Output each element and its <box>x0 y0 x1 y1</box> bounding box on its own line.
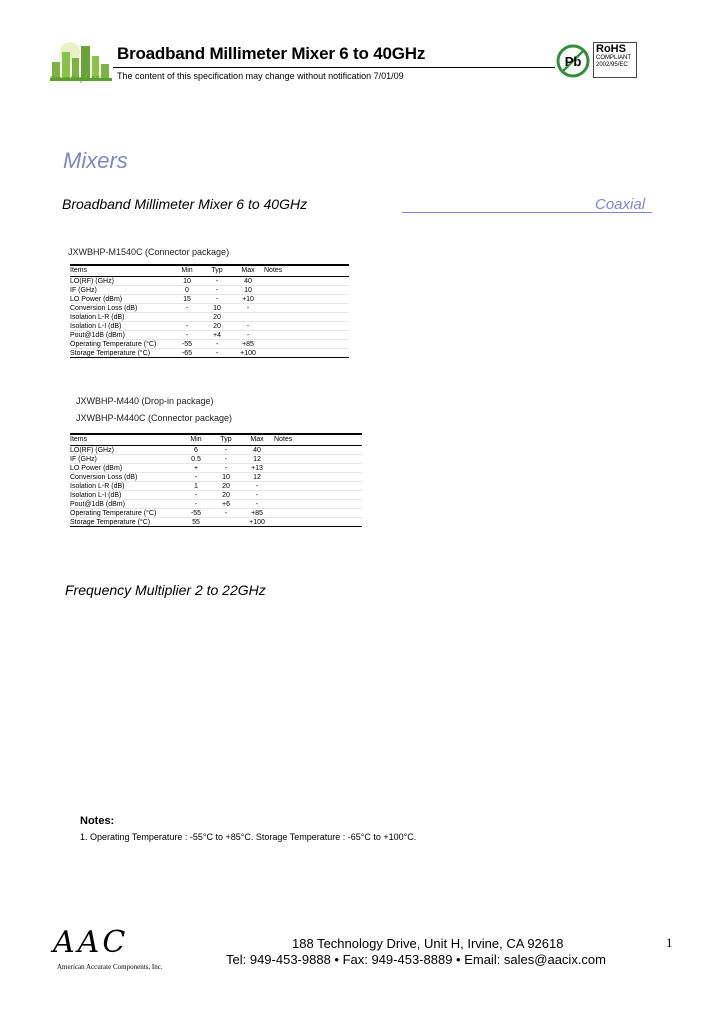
table-row <box>70 322 349 331</box>
cell-min: - <box>172 322 202 331</box>
cell-typ: - <box>212 509 240 518</box>
cell-typ: +6 <box>212 500 240 509</box>
header-typ: Typ <box>202 265 232 277</box>
table-header-row <box>70 434 362 446</box>
cell-min: - <box>172 331 202 340</box>
cell-item: Operating Temperature (°C) <box>70 509 180 518</box>
cell-item: LO Power (dBm) <box>70 464 180 473</box>
header-min: Min <box>172 265 202 277</box>
cell-max: - <box>240 491 274 500</box>
cell-notes <box>274 509 362 518</box>
footer-contact: Tel: 949-453-9888 • Fax: 949-453-8889 • Email: sales@aacix.com <box>226 952 606 967</box>
mixer-subtitle: Broadband Millimeter Mixer 6 to 40GHz <box>62 196 308 212</box>
cell-max: - <box>240 482 274 491</box>
cell-notes <box>264 277 349 286</box>
header-items: Items <box>70 434 180 446</box>
cell-notes <box>274 446 362 455</box>
header-max: Max <box>232 265 264 277</box>
cell-max: +13 <box>240 464 274 473</box>
header-notes: Notes <box>274 434 362 446</box>
title-rule <box>113 67 555 68</box>
table-row <box>70 331 349 340</box>
cell-item: Pout@1dB (dBm) <box>70 500 180 509</box>
note-item: 1. Operating Temperature : -55°C to +85°C. Storage Temperature : -65°C to +100°C. <box>80 832 417 842</box>
cell-notes <box>274 464 362 473</box>
page-title: Broadband Millimeter Mixer 6 to 40GHz <box>117 44 426 63</box>
cell-notes <box>264 295 349 304</box>
table2-caption-connector: JXWBHP-M440C (Connector package) <box>76 413 233 423</box>
connection-type-label: Coaxial <box>595 196 646 213</box>
table-row <box>70 304 349 313</box>
table1-caption: JXWBHP-M1540C (Connector package) <box>68 247 230 257</box>
cell-max: 12 <box>240 455 274 464</box>
table-row <box>70 340 349 349</box>
rohs-title: RoHS <box>596 43 626 55</box>
cell-typ: 20 <box>202 322 232 331</box>
cell-min: 10 <box>172 277 202 286</box>
cell-notes <box>264 322 349 331</box>
spec-table-m1540c <box>70 264 349 358</box>
cell-notes <box>264 331 349 340</box>
cell-min: 15 <box>172 295 202 304</box>
cell-max: +100 <box>240 518 274 527</box>
table-row <box>70 295 349 304</box>
cell-notes <box>274 518 362 527</box>
header-items: Items <box>70 265 172 277</box>
cell-notes <box>274 491 362 500</box>
cell-max: +10 <box>232 295 264 304</box>
table-row <box>70 500 362 509</box>
table-row <box>70 518 362 527</box>
table-row <box>70 509 362 518</box>
cell-typ: 10 <box>212 473 240 482</box>
cell-min: + <box>180 464 212 473</box>
cell-notes <box>274 500 362 509</box>
cell-max: 10 <box>232 286 264 295</box>
table-row <box>70 277 349 286</box>
cell-typ: 10 <box>202 304 232 313</box>
multiplier-subtitle: Frequency Multiplier 2 to 22GHz <box>65 582 266 598</box>
cell-typ: - <box>202 349 232 358</box>
header-typ: Typ <box>212 434 240 446</box>
header-min: Min <box>180 434 212 446</box>
cell-notes <box>274 455 362 464</box>
rohs-compliant: COMPLIANT <box>596 55 632 61</box>
cell-min: - <box>180 500 212 509</box>
aac-logo: AAC <box>53 925 129 960</box>
cell-typ <box>212 518 240 527</box>
table-row <box>70 286 349 295</box>
cell-min: - <box>180 473 212 482</box>
cell-typ: - <box>202 295 232 304</box>
cell-notes <box>274 482 362 491</box>
rohs-directive: 2002/95/EC <box>596 62 628 68</box>
company-name: American Accurate Components, Inc. <box>57 963 163 971</box>
cell-max: 12 <box>240 473 274 482</box>
table-row <box>70 491 362 500</box>
cell-notes <box>264 340 349 349</box>
cell-typ: 20 <box>202 313 232 322</box>
cell-item: Isolation L-I (dB) <box>70 322 172 331</box>
cell-max: - <box>232 331 264 340</box>
cell-min <box>172 313 202 322</box>
cell-notes <box>264 304 349 313</box>
cell-min: -55 <box>180 509 212 518</box>
section-title: Mixers <box>63 148 128 173</box>
cell-typ: - <box>202 286 232 295</box>
cell-max: +100 <box>232 349 264 358</box>
cell-min: 0.5 <box>180 455 212 464</box>
logo-text: GreenCity AAC <box>50 76 101 83</box>
cell-max: - <box>232 304 264 313</box>
cell-max: - <box>240 500 274 509</box>
cell-item: Isolation L-I (dB) <box>70 491 180 500</box>
table-row <box>70 482 362 491</box>
cell-max: 40 <box>240 446 274 455</box>
cell-typ: - <box>212 446 240 455</box>
cell-typ: - <box>202 340 232 349</box>
cell-notes <box>274 473 362 482</box>
cell-typ: 20 <box>212 482 240 491</box>
cell-min: 55 <box>180 518 212 527</box>
cell-item: Conversion Loss (dB) <box>70 473 180 482</box>
cell-item: Isolation L-R (dB) <box>70 313 172 322</box>
cell-min: - <box>180 491 212 500</box>
table-row <box>70 313 349 322</box>
table-row <box>70 455 362 464</box>
cell-typ: - <box>202 277 232 286</box>
cell-min: 6 <box>180 446 212 455</box>
table-header-row <box>70 265 349 277</box>
cell-typ: - <box>212 464 240 473</box>
cell-typ: 20 <box>212 491 240 500</box>
cell-min: -55 <box>172 340 202 349</box>
cell-notes <box>264 313 349 322</box>
cell-max <box>232 313 264 322</box>
cell-notes <box>264 349 349 358</box>
cell-item: LO(RF) (GHz) <box>70 277 172 286</box>
cell-notes <box>264 286 349 295</box>
pb-badge-text: Pb <box>564 54 582 69</box>
cell-max: +85 <box>240 509 274 518</box>
table-row <box>70 446 362 455</box>
cell-item: Storage Temperature (°C) <box>70 518 180 527</box>
table-row <box>70 349 349 358</box>
page-number: 1 <box>666 935 673 950</box>
cell-typ: - <box>212 455 240 464</box>
cell-item: Pout@1dB (dBm) <box>70 331 172 340</box>
cell-item: LO Power (dBm) <box>70 295 172 304</box>
cell-min: 0 <box>172 286 202 295</box>
rohs-badge <box>593 42 637 78</box>
cell-item: IF (GHz) <box>70 455 180 464</box>
cell-max: +85 <box>232 340 264 349</box>
cell-item: Operating Temperature (°C) <box>70 340 172 349</box>
cell-typ: +4 <box>202 331 232 340</box>
table2-caption-dropin: JXWBHP-M440 (Drop-in package) <box>76 396 214 406</box>
cell-item: Storage Temperature (°C) <box>70 349 172 358</box>
table-row <box>70 464 362 473</box>
notes-label: Notes: <box>80 815 115 827</box>
footer-address: 188 Technology Drive, Unit H, Irvine, CA 92618 <box>292 936 564 951</box>
cell-min: 1 <box>180 482 212 491</box>
cell-item: Conversion Loss (dB) <box>70 304 172 313</box>
lead-free-badge-icon <box>556 44 590 78</box>
cell-max: 40 <box>232 277 264 286</box>
spec-table-m440 <box>70 433 362 527</box>
cell-max: - <box>232 322 264 331</box>
table-row <box>70 473 362 482</box>
cell-item: Isolation L-R (dB) <box>70 482 180 491</box>
cell-min: -65 <box>172 349 202 358</box>
cell-min: - <box>172 304 202 313</box>
page-subtitle: The content of this specification may change without notification 7/01/09 <box>117 71 404 81</box>
cell-item: IF (GHz) <box>70 286 172 295</box>
header-notes: Notes <box>264 265 349 277</box>
cell-item: LO(RF) (GHz) <box>70 446 180 455</box>
header-max: Max <box>240 434 274 446</box>
